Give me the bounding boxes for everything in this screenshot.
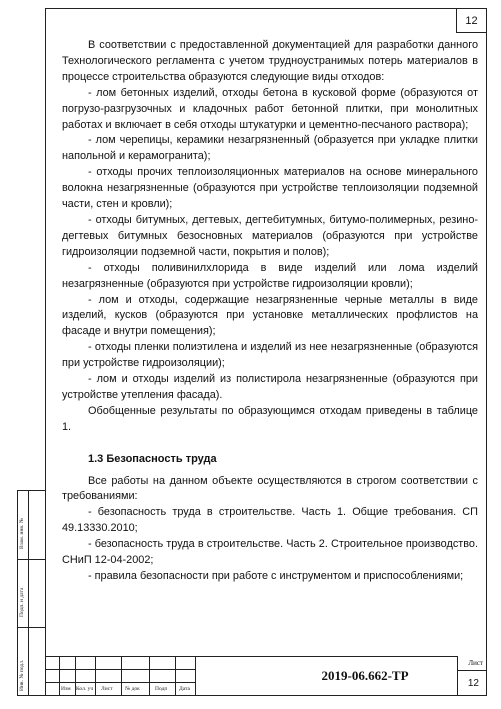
list-item: - отходы битумных, дегтевых, дегтебитумных, битумо-полимерных, резино-дегтевых битумных безосновных материалов (образуются при устройстве гидроизоляции подземной части, покрытия и полов); (62, 213, 478, 258)
sheet-number: 12 (467, 678, 479, 689)
side-label-replaced-inv: Взам. инв. № (19, 518, 25, 549)
document-body (62, 38, 478, 585)
side-label-sign-date: Подп. и дата (19, 587, 25, 617)
top-page-number: 12 (456, 9, 486, 33)
tb-col-doc-num: № док (125, 686, 140, 692)
list-item: - безопасность труда в строительстве. Часть 1. Общие требования. СП 49.13330.2010; (62, 506, 478, 535)
list-item: - отходы пленки полиэтилена и изделий из нее незагрязненные (образуются при устройстве гидроизоляции); (62, 341, 478, 370)
list-item: - лом бетонных изделий, отходы бетона в кусковой форме (образуются от погрузо-разгрузочных и кладочных работ бетонной плитки, при монолитных работах и включает в себя отходы штукатурки и цементно-песчаного раствора); (62, 86, 478, 131)
paragraph-summary: Обобщенные результаты по образующимся отходам приведены в таблице 1. (62, 404, 478, 433)
side-label-orig-inv: Инв. № подл. (19, 659, 25, 691)
list-item: - лом и отходы, содержащие незагрязненные черные металлы в виде изделий, кусков (образуются при установке металлических профлистов на фасаде и внутри помещения); (62, 293, 478, 338)
list-item: - отходы поливинилхлорида в виде изделий или лома изделий незагрязненные (образуются при устройстве гидроизоляции кровли); (62, 261, 478, 290)
list-item: - лом черепицы, керамики незагрязненный (образуется при укладке плитки напольной и керамогранита); (62, 134, 478, 163)
list-item: - правила безопасности при работе с инструментом и приспособлениями; (88, 570, 464, 582)
document-code: 2019-06.662-ТР (321, 668, 409, 683)
tb-col-sign: Подп (155, 686, 168, 692)
list-item: - отходы прочих теплоизоляционных материалов на основе минерального волокна незагрязненные (образуются при устройстве теплоизоляции подземной части, стен и кровли); (62, 166, 478, 211)
section-heading: 1.3 Безопасность труда (88, 452, 217, 465)
tb-col-kol-uch: Кол. уч (76, 686, 94, 692)
tb-col-date: Дата (179, 686, 190, 692)
section-paragraph: Все работы на данном объекте осуществляются в строгом соответствии с требованиями: (62, 474, 478, 503)
side-stamp (17, 490, 45, 696)
list-item: - лом и отходы изделий из полистирола незагрязненные (образуются при устройстве утепления фасада). (62, 373, 478, 401)
tb-col-izm: Изм (61, 686, 71, 692)
tb-col-list: Лист (101, 686, 113, 692)
paragraph-intro: В соответствии с предоставленной документацией для разработки данного Технологического регламента с учетом трудноустранимых потерь материалов в процессе строительства образуются следующие виды отходов: (62, 39, 478, 83)
title-block (45, 656, 487, 696)
sheet-label: Лист (468, 659, 483, 667)
list-item: - безопасность труда в строительстве. Часть 2. Строительное производство. СНиП 12-04-2002; (62, 538, 478, 567)
